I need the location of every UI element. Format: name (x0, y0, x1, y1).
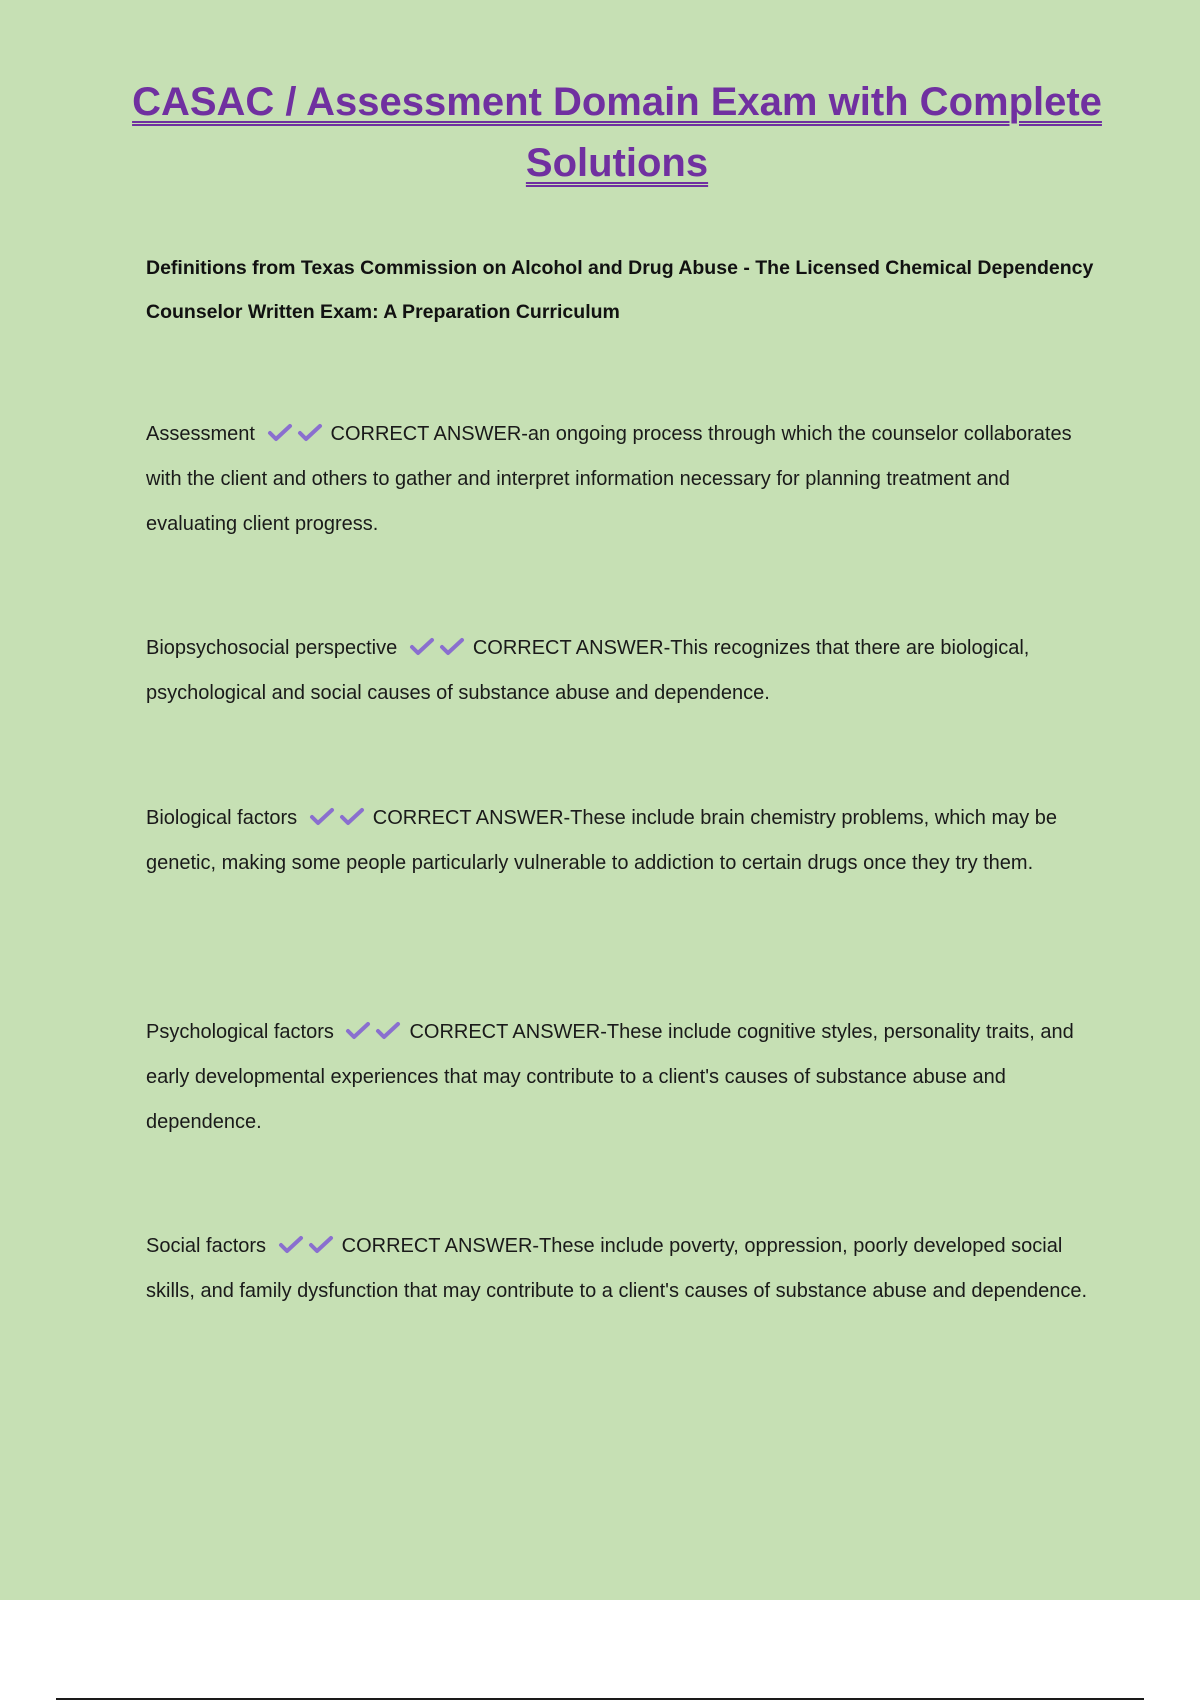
answer-marker: CORRECT ANSWER- (330, 423, 528, 445)
double-check-icon (345, 1010, 405, 1055)
definition-entry (146, 626, 1106, 716)
entry-term: Psychological factors (146, 1021, 334, 1043)
definition-entry (146, 1010, 1106, 1145)
definition-entry (146, 796, 1106, 886)
double-check-icon (409, 626, 469, 671)
page-title: CASAC / Assessment Domain Exam with Complete Solutions (132, 80, 1102, 185)
double-check-icon (267, 412, 327, 457)
definition-entry (146, 412, 1106, 547)
definition-entry (146, 1224, 1106, 1314)
entry-term: Biopsychosocial perspective (146, 637, 398, 659)
double-check-icon (309, 796, 369, 841)
answer-marker: CORRECT ANSWER- (409, 1021, 607, 1043)
entry-term: Assessment (146, 423, 255, 445)
source-subtitle: Definitions from Texas Commission on Alcohol and Drug Abuse - The Licensed Chemical Dependency Counselor Written Exam: A Preparation Curriculum (146, 257, 1094, 323)
entry-term: Biological factors (146, 807, 298, 829)
answer-marker: CORRECT ANSWER- (341, 1235, 540, 1257)
entry-definition: These include cognitive styles, personality traits, and early developmental experiences that may contribute to a client's causes of substance abuse and dependence. (146, 1021, 1074, 1133)
entry-definition: This recognizes that there are biological, psychological and social causes of substance abuse and dependence. (146, 637, 1030, 704)
entry-definition: These include poverty, oppression, poorly developed social skills, and family dysfunction that may contribute to a client's causes of substance abuse and dependence. (146, 1235, 1088, 1302)
entry-definition: These include brain chemistry problems, which may be genetic, making some people particularly vulnerable to addiction to certain drugs once they try them. (146, 807, 1058, 874)
answer-marker: CORRECT ANSWER- (472, 637, 671, 659)
entry-term: Social factors (146, 1235, 267, 1257)
entry-definition: an ongoing process through which the counselor collaborates with the client and others to gather and interpret information necessary for planning treatment and evaluating client progress. (146, 423, 1072, 535)
double-check-icon (278, 1224, 338, 1269)
answer-marker: CORRECT ANSWER- (372, 807, 571, 829)
